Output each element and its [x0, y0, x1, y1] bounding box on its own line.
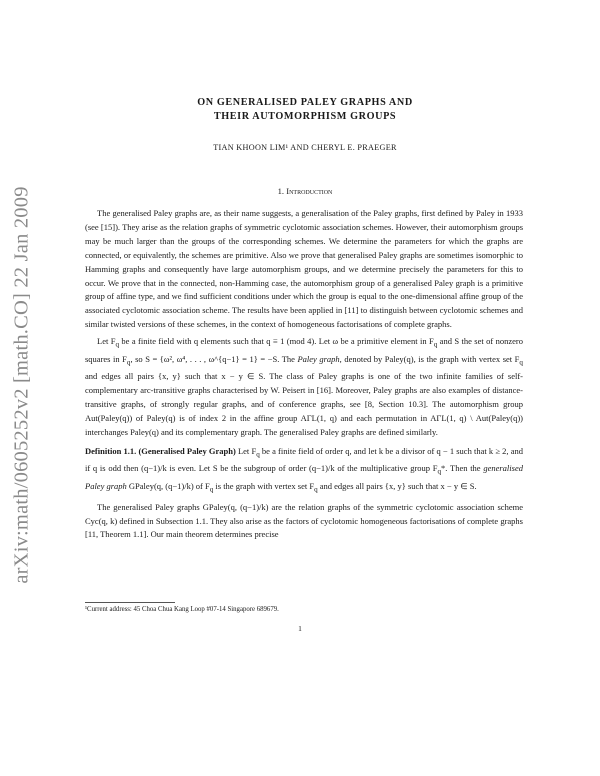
footnote-rule: [85, 602, 175, 603]
paper-body: [85, 207, 523, 545]
footnote: [85, 606, 523, 613]
arxiv-stamp: [8, 150, 36, 620]
title-line-2: THEIR AUTOMORPHISM GROUPS: [213, 111, 397, 122]
paper-title: [90, 96, 520, 124]
definition-label: Definition 1.1. (Generalised Paley Graph): [85, 445, 236, 456]
section-heading: [90, 186, 520, 196]
page-number: 1: [298, 624, 302, 633]
paragraph-paley-definition: Let $F_q$ be a finite field with q elements such that q ≡ 1 (mod 4). Let ω be a primitive element in $F_q$ and S the set of nonzero squares in $F_q$, so S = {ω², ω⁴, . . . , ω^{q−1} = 1} = −S. The Paley graph, denoted by Paley(q), is the graph with vertex set $F_q$ and edges all pairs {x, y} such that x − y ∈ S. The class of Paley graphs is one of the two infinite families of self-complementary arc-transitive graphs characterised by W. Peisert in [16]. Moreover, Paley graphs are also examples of distance-transitive graphs, of strongly regular graphs, and of conference graphs, see [8, Section 10.3]. The automorphism group Aut(Paley(q)) of Paley(q) is of index 2 in the affine group AΓL(1, q) and each permutation in AΓL(1, q) \ Aut(Paley(q)) interchanges Paley(q) and its complementary graph. The generalised Paley graphs are defined similarly.: [85, 336, 523, 437]
section-title: Introduction: [286, 186, 333, 196]
section-number: 1.: [277, 186, 285, 196]
paper-authors: TIAN KHOON LIM¹ AND CHERYL E. PRAEGER: [213, 143, 397, 152]
paragraph-main-theorem-intro: The generalised Paley graphs GPaley(q, (q−1)/k) are the relation graphs of the symmetric cyclotomic association scheme Cyc(q, k) defined in Subsection 1.1. They also arise as the factors of cyclotomic homogeneous factorisations of complete graphs [11, Theorem 1.1]. Our main theorem determines precise: [85, 501, 523, 540]
footnote-text: ¹Current address: 45 Choa Chua Kang Loop #07-14 Singapore 689679.: [85, 606, 279, 613]
definition-1-1: Definition 1.1. (Generalised Paley Graph) Let $F_q$ be a finite field of order q, and let k be a divisor of q − 1 such that k ≥ 2, and if q is odd then (q−1)/k is even. Let S be the subgroup of order (q−1)/k of the multiplicative group $F_q*$. Then the generalised Paley graph GPaley(q, (q−1)/k) of $F_q$ is the graph with vertex set $F_q$ and edges all pairs {x, y} such that x − y ∈ S.: [85, 445, 523, 494]
paragraph-intro: The generalised Paley graphs are, as their name suggests, a generalisation of the Paley graphs, first defined by Paley in 1933 (see [15]). They arise as the relation graphs of symmetric cyclotomic association schemes. However, their automorphism groups may be much larger than the groups of the corresponding schemes. We determine the parameters for which the graphs are connected, or equivalently, the schemes are primitive. Also we prove that generalised Paley graphs are sometimes isomorphic to Hamming graphs and consequently have large automorphism groups, and we determine precisely the parameters for this to occur. We prove that in the connected, non-Hamming case, the automorphism group of a generalised Paley graph is a primitive group of affine type, and we find sufficient conditions under which the group is equal to the one-dimensional affine group of the associated cyclotomic association scheme. The results have been applied in [11] to distinguish between cyclotomic schemes and similar twisted versions of these schemes, in the context of homogeneous factorisations of complete graphs.: [85, 208, 523, 330]
arxiv-stamp-text: arXiv:math/0605252v2 [math.CO] 22 Jan 2009: [10, 186, 33, 584]
title-line-1: ON GENERALISED PALEY GRAPHS AND: [197, 97, 413, 108]
